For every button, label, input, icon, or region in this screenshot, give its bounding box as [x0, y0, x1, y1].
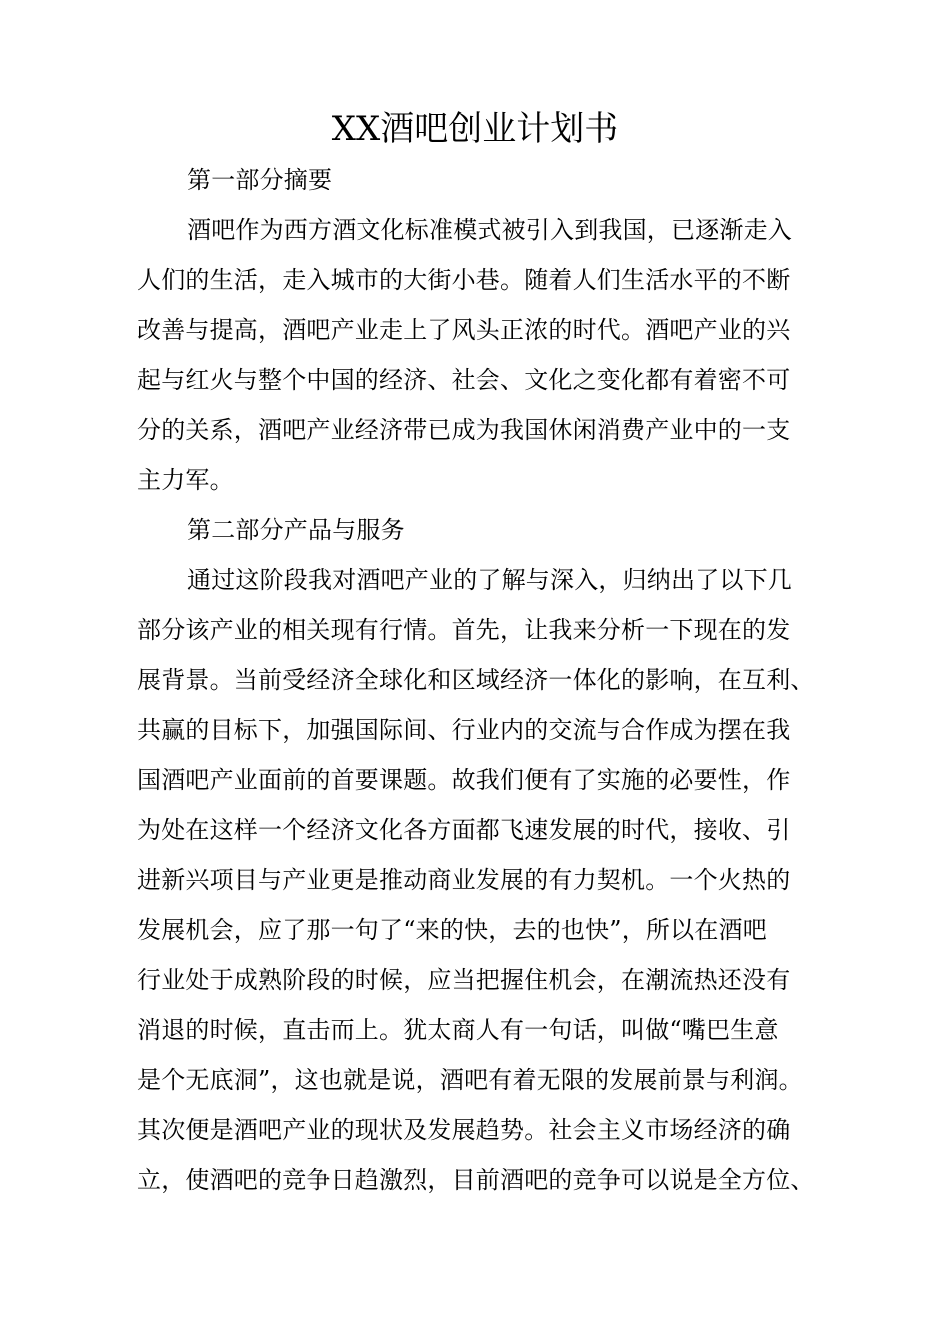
- paragraph-line: 其次便是酒吧产业的现状及发展趋势。社会主义市场经济的确: [137, 1116, 791, 1144]
- paragraph-line: 酒吧作为西方酒文化标准模式被引入到我国，已逐渐走入: [187, 216, 792, 244]
- paragraph-line: 通过这阶段我对酒吧产业的了解与深入，归纳出了以下几: [187, 566, 792, 594]
- paragraph-line: 立，使酒吧的竞争日趋激烈，目前酒吧的竞争可以说是全方位、: [137, 1166, 815, 1194]
- paragraph-line: 发展机会，应了那一句了“来的快，去的也快”，所以在酒吧: [137, 916, 767, 944]
- section-heading-products: 第二部分产品与服务: [187, 516, 405, 544]
- paragraph-line: 分的关系，酒吧产业经济带已成为我国休闲消费产业中的一支: [137, 416, 791, 444]
- document-title: XX酒吧创业计划书: [331, 109, 619, 149]
- paragraph-line: 进新兴项目与产业更是推动商业发展的有力契机。一个火热的: [137, 866, 791, 894]
- paragraph-line: 人们的生活，走入城市的大街小巷。随着人们生活水平的不断: [137, 266, 791, 294]
- paragraph-line: 消退的时候，直击而上。犹太商人有一句话，叫做“嘴巴生意: [137, 1016, 779, 1044]
- paragraph-line: 展背景。当前受经济全球化和区域经济一体化的影响，在互利、: [137, 666, 815, 694]
- paragraph-line: 起与红火与整个中国的经济、社会、文化之变化都有着密不可: [137, 366, 791, 394]
- paragraph-line: 改善与提高，酒吧产业走上了风头正浓的时代。酒吧产业的兴: [137, 316, 791, 344]
- section-heading-summary: 第一部分摘要: [187, 166, 333, 194]
- paragraph-line: 国酒吧产业面前的首要课题。故我们便有了实施的必要性，作: [137, 766, 791, 794]
- paragraph-line: 部分该产业的相关现有行情。首先，让我来分析一下现在的发: [137, 616, 791, 644]
- paragraph-line: 主力军。: [137, 466, 234, 494]
- paragraph-line: 行业处于成熟阶段的时候，应当把握住机会，在潮流热还没有: [137, 966, 791, 994]
- paragraph-line: 为处在这样一个经济文化各方面都飞速发展的时代，接收、引: [137, 816, 791, 844]
- paragraph-line: 共赢的目标下，加强国际间、行业内的交流与合作成为摆在我: [137, 716, 791, 744]
- paragraph-line: 是个无底洞”，这也就是说，酒吧有着无限的发展前景与利润。: [137, 1066, 803, 1094]
